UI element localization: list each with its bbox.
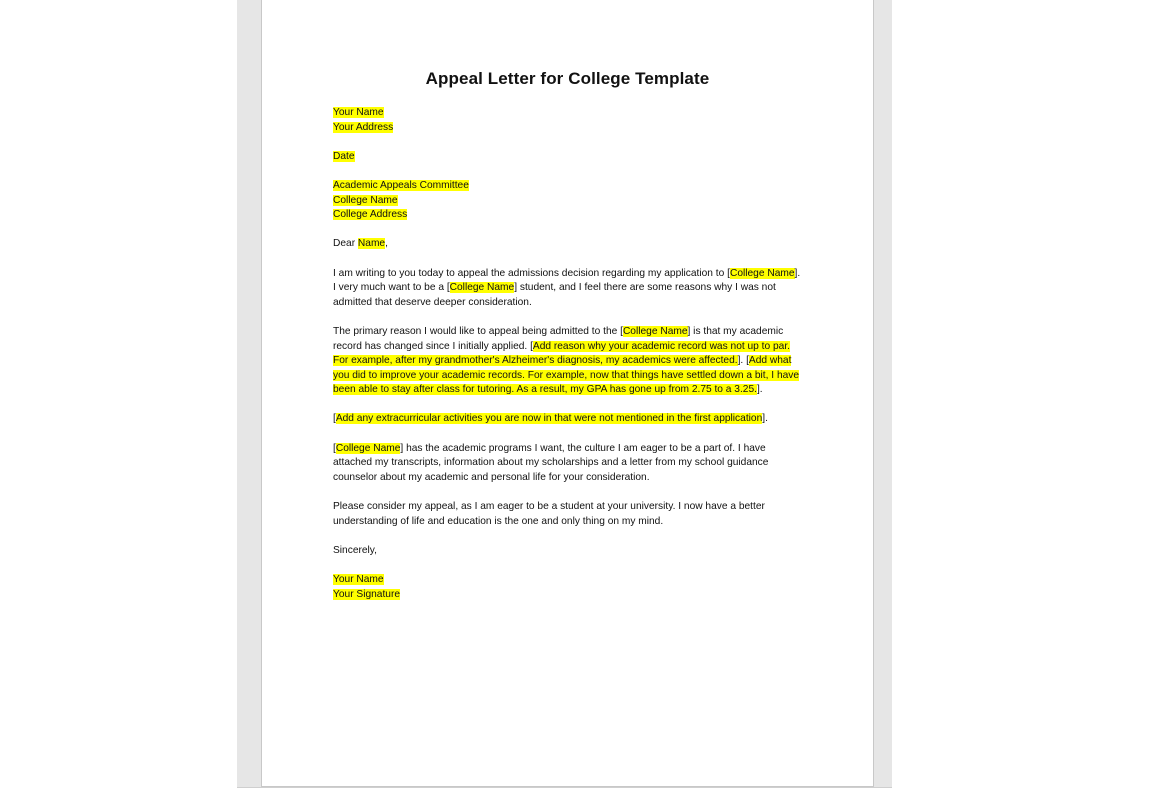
p1-highlight-2: College Name: [449, 282, 515, 294]
p3-text-1: [: [333, 413, 336, 425]
p2-text-3: ]. [: [737, 355, 749, 367]
signature-line: Your Signature: [333, 588, 401, 600]
p1-text-1: I am writing to you today to appeal the admissions decision regarding my application to [: [333, 267, 730, 279]
p2-highlight-2: Add reason why your academic record was not up to par. For example, after my grandmother's Alzheimer's diagnosis, my academics were affected.: [333, 340, 790, 367]
recipient-address: College Address: [333, 209, 408, 221]
recipient-committee: Academic Appeals Committee: [333, 179, 469, 191]
signature-block: [333, 573, 803, 602]
signature-name: Your Name: [333, 574, 384, 585]
document-page: [261, 0, 874, 787]
p4-text-1: [: [333, 442, 336, 454]
p4-highlight-1: College Name: [335, 442, 401, 454]
p2-text-2: ] is that my academic record has changed since I initially applied. [: [333, 325, 784, 352]
salutation-name: Name: [357, 238, 386, 250]
p2-text-1: The primary reason I would like to appeal being admitted to the [: [333, 325, 623, 337]
sender-name: Your Name: [333, 107, 384, 118]
p4-text-2: ] has the academic programs I want, the culture I am eager to be a part of. I have attached my transcripts, information about my scholarships and a letter from my school guidance counselor about my academic and personal life for your consideration.: [333, 442, 769, 483]
p3-highlight-1: Add any extracurricular activities you are now in that were not mentioned in the first application: [335, 413, 763, 425]
letter-date: Date: [333, 150, 355, 162]
paragraph-3: [333, 412, 803, 427]
recipient-block: [333, 179, 803, 223]
paragraph-1: [333, 267, 803, 311]
p1-highlight-1: College Name: [729, 267, 795, 279]
recipient-college: College Name: [333, 194, 398, 206]
p2-text-4: ].: [756, 384, 763, 396]
salutation-suffix: ,: [385, 238, 388, 250]
document-title: Appeal Letter for College Template: [425, 69, 710, 88]
sender-address: Your Address: [333, 121, 394, 133]
paragraph-4: [333, 442, 803, 486]
letter-body: [333, 106, 803, 602]
p1-text-3: ] student, and I feel there are some reasons why I was not admitted that deserve deeper consideration.: [333, 282, 776, 308]
p3-text-2: ].: [762, 413, 768, 425]
salutation-prefix: Dear: [333, 238, 358, 250]
paragraph-5: Please consider my appeal, as I am eager to be a student at your university. I now have a better understanding of life and education is the one and only thing on my mind.: [333, 501, 765, 527]
date-block: [333, 150, 803, 165]
p2-highlight-1: College Name: [622, 325, 688, 337]
p1-text-2: ]. I very much want to be a [: [333, 267, 801, 294]
p2-highlight-3: Add what you did to improve your academic records. For example, now that things have settled down a bit, I have been able to stay after class for tutoring. As a result, my GPA has gone up from 2.75 to a 3.25.: [333, 355, 800, 396]
paragraph-2: [333, 325, 803, 398]
sender-block: [333, 106, 803, 135]
salutation: [333, 237, 803, 252]
closing: Sincerely,: [333, 544, 377, 556]
